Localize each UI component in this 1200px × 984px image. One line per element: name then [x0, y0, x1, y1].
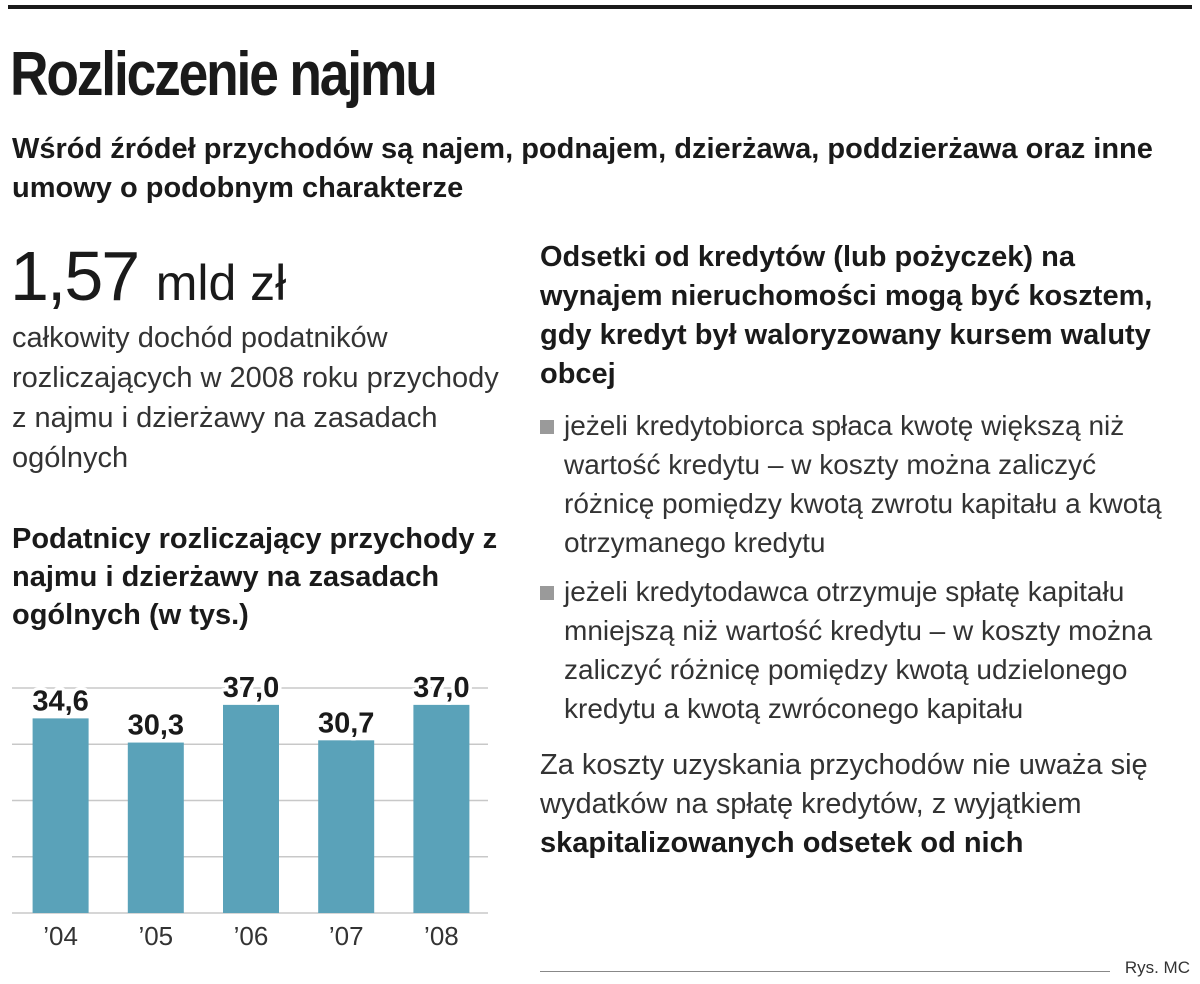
- list-item: [540, 572, 1190, 728]
- loan-interest-section: [540, 238, 1190, 863]
- x-tick-label: ’05: [138, 921, 174, 951]
- section-heading: Odsetki od kredytów (lub pożyczek) na wynajem nieruchomości mogą być kosztem, gdy kredyt był waloryzowany kursem waluty obcej: [540, 241, 1153, 390]
- note-emphasis: skapitalizowanych odsetek od nich: [540, 827, 1024, 859]
- bullet-text: jeżeli kredytodawca otrzymuje spłatę kapitału mniejszą niż wartość kredytu – w koszty można zaliczyć różnicę pomiędzy kwotą udzielonego kredytu a kwotą zwróconego kapitału: [564, 576, 1153, 724]
- bar: [318, 740, 374, 913]
- bar-value-label: 30,7: [317, 707, 375, 740]
- highlight-caption: całkowity dochód podatników rozliczających w 2008 roku przychody z najmu i dzierżawy na zasadach ogólnych: [12, 322, 499, 474]
- bar-value-label: 30,3: [127, 709, 185, 742]
- chart-title: Podatnicy rozliczający przychody z najmu i dzierżawy na zasadach ogólnych (w tys.): [12, 523, 498, 631]
- bullet-text: jeżeli kredytobiorca spłaca kwotę większą niż wartość kredytu – w koszty można zaliczyć różnicę pomiędzy kwotą zwrotu kapitału a kwotą otrzymanego kredytu: [564, 410, 1162, 558]
- x-tick-label: ’07: [328, 921, 364, 951]
- list-item: [540, 406, 1190, 562]
- subtitle: Wśród źródeł przychodów są najem, podnajem, dzierżawa, poddzierżawa oraz inne umowy o podobnym charakterze: [12, 133, 1153, 204]
- bar-value-label: 37,0: [222, 671, 280, 704]
- bar-chart: [0, 655, 500, 955]
- bar-value-label: 34,6: [32, 685, 89, 718]
- bar: [413, 705, 469, 913]
- bullet-square-icon: [540, 586, 554, 600]
- bar: [33, 718, 89, 913]
- note-text: Za koszty uzyskania przychodów nie uważa się wydatków na spłatę kredytów, z wyjątkiem: [540, 749, 1148, 820]
- highlight-value: 1,57: [10, 237, 139, 315]
- note: [540, 746, 1190, 863]
- bar-value-label: 37,0: [413, 671, 470, 704]
- bar: [128, 743, 184, 913]
- page-title: Rozliczenie najmu: [10, 40, 436, 109]
- top-rule: [8, 5, 1192, 9]
- highlight-figure: [10, 236, 286, 323]
- bullet-square-icon: [540, 420, 554, 434]
- bar: [223, 705, 279, 913]
- highlight-unit: mld zł: [155, 255, 287, 311]
- x-tick-label: ’04: [43, 921, 78, 951]
- x-tick-label: ’06: [233, 921, 269, 951]
- x-tick-label: ’08: [424, 921, 459, 951]
- credit: Rys. MC: [1124, 958, 1190, 977]
- credit-rule: [540, 971, 1110, 972]
- bullet-list: [540, 406, 1190, 728]
